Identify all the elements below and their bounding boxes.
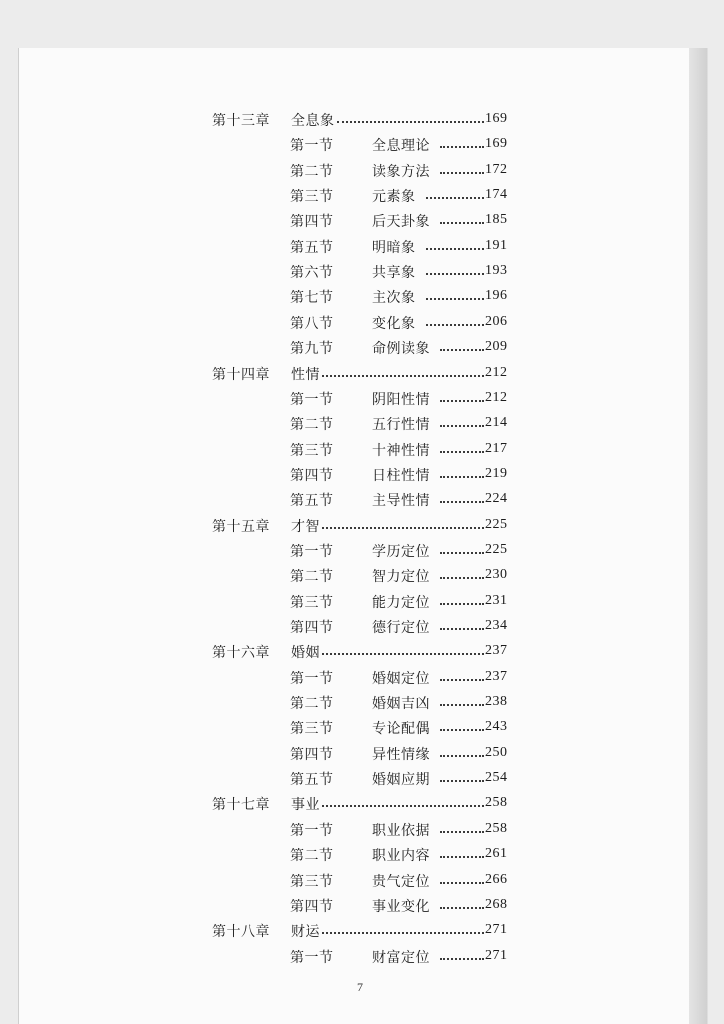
- section-title: 后天卦象: [372, 214, 430, 231]
- section-title: 读象方法: [372, 163, 430, 180]
- section-title: 变化象: [372, 315, 416, 332]
- section-title: 学历定位: [372, 543, 430, 560]
- section-title: 异性情缘: [372, 746, 430, 763]
- dot-leader: [440, 729, 484, 731]
- toc-section-row: [19, 285, 707, 309]
- page-ref: 191: [485, 237, 508, 253]
- section-title: 主导性情: [372, 493, 430, 510]
- dot-leader: [440, 349, 484, 351]
- dot-leader: [426, 273, 484, 275]
- section-title: 主次象: [372, 290, 416, 307]
- toc-section-row: [19, 869, 707, 893]
- section-title: 贵气定位: [372, 873, 430, 890]
- section-title: 财富定位: [372, 949, 430, 966]
- page-ref: 169: [485, 136, 508, 152]
- page-ref: 237: [485, 668, 508, 684]
- dot-leader: [440, 451, 484, 453]
- page-ref: 250: [485, 744, 508, 760]
- section-title: 专论配偶: [372, 721, 430, 738]
- section-number: 第二节: [290, 163, 334, 180]
- toc-section-row: [19, 463, 707, 487]
- section-title: 全息理论: [372, 138, 430, 155]
- dot-leader: [440, 780, 484, 782]
- page-ref: 196: [485, 288, 508, 304]
- dot-leader: [440, 856, 484, 858]
- dot-leader: [440, 958, 484, 960]
- dot-leader: [440, 501, 484, 503]
- dot-leader: [322, 805, 484, 807]
- dot-leader: [440, 882, 484, 884]
- page-ref: 243: [485, 719, 508, 735]
- toc-section-row: [19, 260, 707, 284]
- toc-section-row: [19, 843, 707, 867]
- dot-leader: [440, 577, 484, 579]
- section-number: 第一节: [290, 543, 334, 560]
- section-title: 明暗象: [372, 239, 416, 256]
- section-number: 第八节: [290, 315, 334, 332]
- dot-leader: [426, 197, 484, 199]
- page-ref: 254: [485, 770, 508, 786]
- section-title: 智力定位: [372, 569, 430, 586]
- section-number: 第四节: [290, 214, 334, 231]
- dot-leader: [426, 324, 484, 326]
- page-ref: 231: [485, 592, 508, 608]
- chapter-title: 全息象: [291, 113, 335, 129]
- chapter-number: 第十四章: [212, 366, 270, 383]
- section-number: 第四节: [290, 620, 334, 636]
- section-title: 婚姻应期: [372, 772, 430, 789]
- page-ref: 234: [485, 618, 508, 633]
- toc-section-row: [19, 742, 707, 766]
- section-number: 第三节: [290, 442, 334, 459]
- section-number: 第五节: [290, 493, 334, 510]
- toc-chapter-row: [19, 362, 707, 386]
- toc-chapter-row: [19, 514, 707, 538]
- page-ref: 209: [485, 339, 508, 355]
- toc-chapter-row: [19, 640, 707, 664]
- dot-leader: [440, 172, 484, 174]
- dot-leader: [440, 679, 484, 681]
- toc-section-row: [19, 133, 707, 157]
- dot-leader: [440, 552, 484, 554]
- section-number: 第四节: [290, 467, 334, 484]
- page-ref: 237: [485, 643, 508, 659]
- page-ref: 172: [485, 161, 508, 177]
- page-ref: 268: [485, 896, 508, 912]
- page-ref: 225: [485, 541, 508, 557]
- chapter-title: 婚姻: [291, 645, 320, 662]
- page-ref: 219: [485, 465, 508, 481]
- page-ref: 258: [485, 795, 508, 811]
- toc-section-row: [19, 767, 707, 791]
- toc-section-row: [19, 387, 707, 411]
- section-number: 第五节: [290, 239, 334, 256]
- section-number: 第二节: [290, 417, 334, 434]
- dot-leader: [426, 248, 484, 250]
- toc-section-row: [19, 666, 707, 690]
- toc-section-row: [19, 590, 707, 614]
- toc-section-row: [19, 615, 707, 639]
- section-title: 婚姻吉凶: [372, 696, 430, 713]
- section-number: 第六节: [290, 265, 334, 282]
- section-number: 第三节: [290, 189, 334, 206]
- page-ref: 169: [485, 111, 508, 126]
- page-ref: 238: [485, 694, 508, 710]
- section-title: 德行定位: [372, 620, 430, 636]
- dot-leader: [440, 146, 484, 148]
- chapter-number: 第十五章: [212, 518, 270, 535]
- dot-leader: [440, 831, 484, 833]
- dot-leader: [322, 527, 484, 529]
- section-number: 第四节: [290, 746, 334, 763]
- section-number: 第七节: [290, 290, 334, 307]
- section-title: 日柱性情: [372, 467, 430, 484]
- toc-section-row: [19, 412, 707, 436]
- toc-chapter-row: [19, 108, 707, 132]
- section-title: 阴阳性情: [372, 391, 430, 408]
- section-number: 第三节: [290, 721, 334, 738]
- page-ref: 271: [485, 922, 508, 938]
- section-number: 第一节: [290, 670, 334, 687]
- section-number: 第一节: [290, 949, 334, 966]
- section-number: 第二节: [290, 569, 334, 586]
- section-number: 第一节: [290, 138, 334, 155]
- page-ref: 225: [485, 516, 508, 532]
- page-ref: 174: [485, 187, 508, 203]
- toc-section-row: [19, 235, 707, 259]
- page-ref: 185: [485, 212, 508, 228]
- section-number: 第一节: [290, 822, 334, 839]
- toc-chapter-row: [19, 919, 707, 943]
- section-title: 元素象: [372, 189, 416, 206]
- dot-leader: [337, 121, 484, 123]
- page-ref: 217: [485, 440, 508, 456]
- dot-leader: [440, 400, 484, 402]
- section-number: 第九节: [290, 341, 334, 358]
- section-number: 第二节: [290, 848, 334, 865]
- chapter-number: 第十六章: [212, 645, 270, 662]
- toc-section-row: [19, 488, 707, 512]
- page-ref: 258: [485, 820, 508, 836]
- section-title: 十神性情: [372, 442, 430, 459]
- section-title: 职业内容: [372, 848, 430, 865]
- page-ref: 224: [485, 491, 508, 507]
- page-ref: 193: [485, 263, 508, 279]
- section-number: 第四节: [290, 898, 334, 915]
- section-title: 共享象: [372, 265, 416, 282]
- dot-leader: [322, 932, 484, 934]
- section-title: 婚姻定位: [372, 670, 430, 687]
- dot-leader: [426, 298, 484, 300]
- chapter-title: 财运: [291, 924, 320, 941]
- section-title: 事业变化: [372, 898, 430, 915]
- page-ref: 271: [485, 947, 508, 963]
- section-title: 五行性情: [372, 417, 430, 434]
- toc-section-row: [19, 184, 707, 208]
- dot-leader: [440, 907, 484, 909]
- section-number: 第二节: [290, 696, 334, 713]
- toc-section-row: [19, 818, 707, 842]
- page-ref: 214: [485, 415, 508, 431]
- toc-section-row: [19, 894, 707, 918]
- chapter-title: 性情: [291, 366, 320, 383]
- toc-section-row: [19, 336, 707, 360]
- chapter-title: 才智: [291, 518, 320, 535]
- dot-leader: [440, 425, 484, 427]
- toc-section-row: [19, 209, 707, 233]
- toc-chapter-row: [19, 792, 707, 816]
- page-ref: 230: [485, 567, 508, 583]
- chapter-number: 第十七章: [212, 797, 270, 814]
- dot-leader: [322, 653, 484, 655]
- chapter-number: 第十三章: [212, 113, 270, 129]
- toc-section-row: [19, 159, 707, 183]
- page-ref: 212: [485, 389, 508, 405]
- section-title: 职业依据: [372, 822, 430, 839]
- dot-leader: [440, 755, 484, 757]
- toc-section-row: [19, 564, 707, 588]
- section-title: 命例读象: [372, 341, 430, 358]
- toc-section-row: [19, 945, 707, 969]
- dot-leader: [440, 628, 484, 630]
- toc-section-row: [19, 691, 707, 715]
- chapter-number: 第十八章: [212, 924, 270, 941]
- dot-leader: [440, 222, 484, 224]
- toc-section-row: [19, 311, 707, 335]
- section-title: 能力定位: [372, 594, 430, 611]
- page-number: 7: [357, 980, 363, 994]
- page-ref: 206: [485, 313, 508, 329]
- dot-leader: [440, 704, 484, 706]
- table-of-contents: [19, 48, 707, 1024]
- section-number: 第三节: [290, 594, 334, 611]
- dot-leader: [440, 476, 484, 478]
- section-number: 第五节: [290, 772, 334, 789]
- toc-section-row: [19, 539, 707, 563]
- toc-section-row: [19, 438, 707, 462]
- page-ref: 261: [485, 846, 508, 862]
- section-number: 第一节: [290, 391, 334, 408]
- dot-leader: [440, 603, 484, 605]
- toc-section-row: [19, 716, 707, 740]
- dot-leader: [322, 375, 484, 377]
- document-page: [18, 48, 708, 1024]
- page-ref: 212: [485, 364, 508, 380]
- section-number: 第三节: [290, 873, 334, 890]
- chapter-title: 事业: [291, 797, 320, 814]
- page-ref: 266: [485, 871, 508, 887]
